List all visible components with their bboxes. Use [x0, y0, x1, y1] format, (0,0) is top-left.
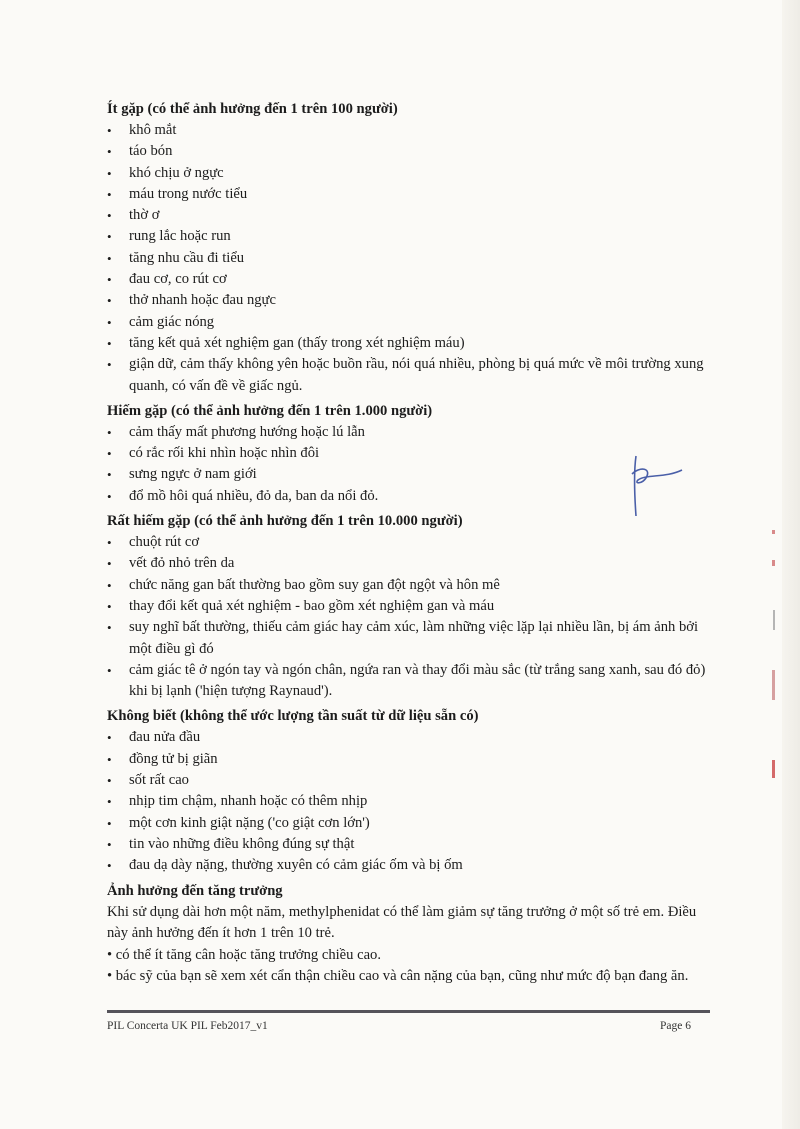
list-item: • có rắc rối khi nhìn hoặc nhìn đôi — [107, 443, 712, 464]
list-item: • táo bón — [107, 141, 712, 162]
list-item: • khó chịu ở ngực — [107, 163, 712, 184]
list-item: • đồng tử bị giãn — [107, 749, 712, 770]
list-item: • đau cơ, co rút cơ — [107, 269, 712, 290]
side-effect-list — [107, 120, 712, 397]
growth-paragraph: Khi sử dụng dài hơn một năm, methylphenidat có thể làm giảm sự tăng trưởng ở một số trẻ em. Điều này ảnh hưởng đến ít hơn 1 trên 10 trẻ. — [107, 903, 697, 941]
page-edge-shadow — [782, 0, 800, 1129]
list-item: • chức năng gan bất thường bao gồm suy gan đột ngột và hôn mê — [107, 575, 712, 596]
list-item: • thở nhanh hoặc đau ngực — [107, 290, 712, 311]
list-item: • cảm thấy mất phương hướng hoặc lú lẫn — [107, 422, 712, 443]
section-uncommon — [107, 99, 712, 397]
list-item: • vết đỏ nhỏ trên da — [107, 553, 712, 574]
list-item: • tăng kết quả xét nghiệm gan (thấy trong xét nghiệm máu) — [107, 333, 712, 354]
growth-bullet: • bác sỹ của bạn sẽ xem xét cẩn thận chiều cao và cân nặng của bạn, cũng như mức độ bạn đang ăn. — [107, 968, 689, 984]
section-heading: Ít gặp (có thể ảnh hưởng đến 1 trên 100 người) — [107, 101, 398, 117]
page-content — [107, 95, 712, 988]
list-item: • sưng ngực ở nam giới — [107, 464, 712, 485]
side-effect-list — [107, 532, 712, 702]
list-item: • tăng nhu cầu đi tiểu — [107, 248, 712, 269]
section-unknown-frequency — [107, 706, 712, 876]
list-item: • một cơn kinh giật nặng ('co giật cơn lớn') — [107, 813, 712, 834]
section-very-rare — [107, 511, 712, 702]
list-item: • tin vào những điều không đúng sự thật — [107, 834, 712, 855]
list-item: • thay đổi kết quả xét nghiệm - bao gồm xét nghiệm gan và máu — [107, 596, 712, 617]
list-item: • suy nghĩ bất thường, thiếu cảm giác hay cảm xúc, làm những việc lặp lại nhiều lần, bị ám ảnh bởi một điều gì đó — [107, 617, 712, 660]
list-item: • chuột rút cơ — [107, 532, 712, 553]
page-number: Page 6 — [660, 1020, 691, 1032]
list-item: • giận dữ, cảm thấy không yên hoặc buồn rầu, nói quá nhiều, phòng bị quá mức về môi trường xung quanh, có vấn đề về giấc ngủ. — [107, 354, 712, 397]
list-item: • thờ ơ — [107, 205, 712, 226]
section-growth-effects — [107, 881, 712, 988]
growth-bullet: • có thể ít tăng cân hoặc tăng trưởng chiều cao. — [107, 946, 381, 963]
list-item: • sốt rất cao — [107, 770, 712, 791]
section-heading: Ảnh hưởng đến tăng trưởng — [107, 882, 283, 899]
list-item: • nhịp tim chậm, nhanh hoặc có thêm nhịp — [107, 791, 712, 812]
section-heading: Rất hiếm gặp (có thể ảnh hưởng đến 1 trên 10.000 người) — [107, 513, 463, 530]
list-item: • đau nửa đầu — [107, 727, 712, 748]
footer-document-id: PIL Concerta UK PIL Feb2017_v1 — [107, 1020, 268, 1032]
list-item: • cảm giác nóng — [107, 312, 712, 333]
list-item: • khô mắt — [107, 120, 712, 141]
edge-scan-marks — [764, 520, 784, 800]
signature-mark — [622, 448, 692, 518]
list-item: • đau dạ dày nặng, thường xuyên có cảm giác ốm và bị ốm — [107, 855, 712, 876]
list-item: • rung lắc hoặc run — [107, 226, 712, 247]
list-item: • đổ mồ hôi quá nhiều, đỏ da, ban da nổi đỏ. — [107, 486, 712, 507]
list-item: • máu trong nước tiểu — [107, 184, 712, 205]
section-heading: Hiếm gặp (có thể ảnh hưởng đến 1 trên 1.000 người) — [107, 402, 433, 419]
footer-divider — [107, 1010, 710, 1013]
list-item: • cảm giác tê ở ngón tay và ngón chân, ngứa ran và thay đổi màu sắc (từ trắng sang xanh, sau đó đỏ) khi bị lạnh ('hiện tượng Raynaud'). — [107, 660, 712, 703]
side-effect-list — [107, 727, 712, 876]
section-heading: Không biết (không thể ước lượng tần suất từ dữ liệu sẵn có) — [107, 708, 479, 725]
